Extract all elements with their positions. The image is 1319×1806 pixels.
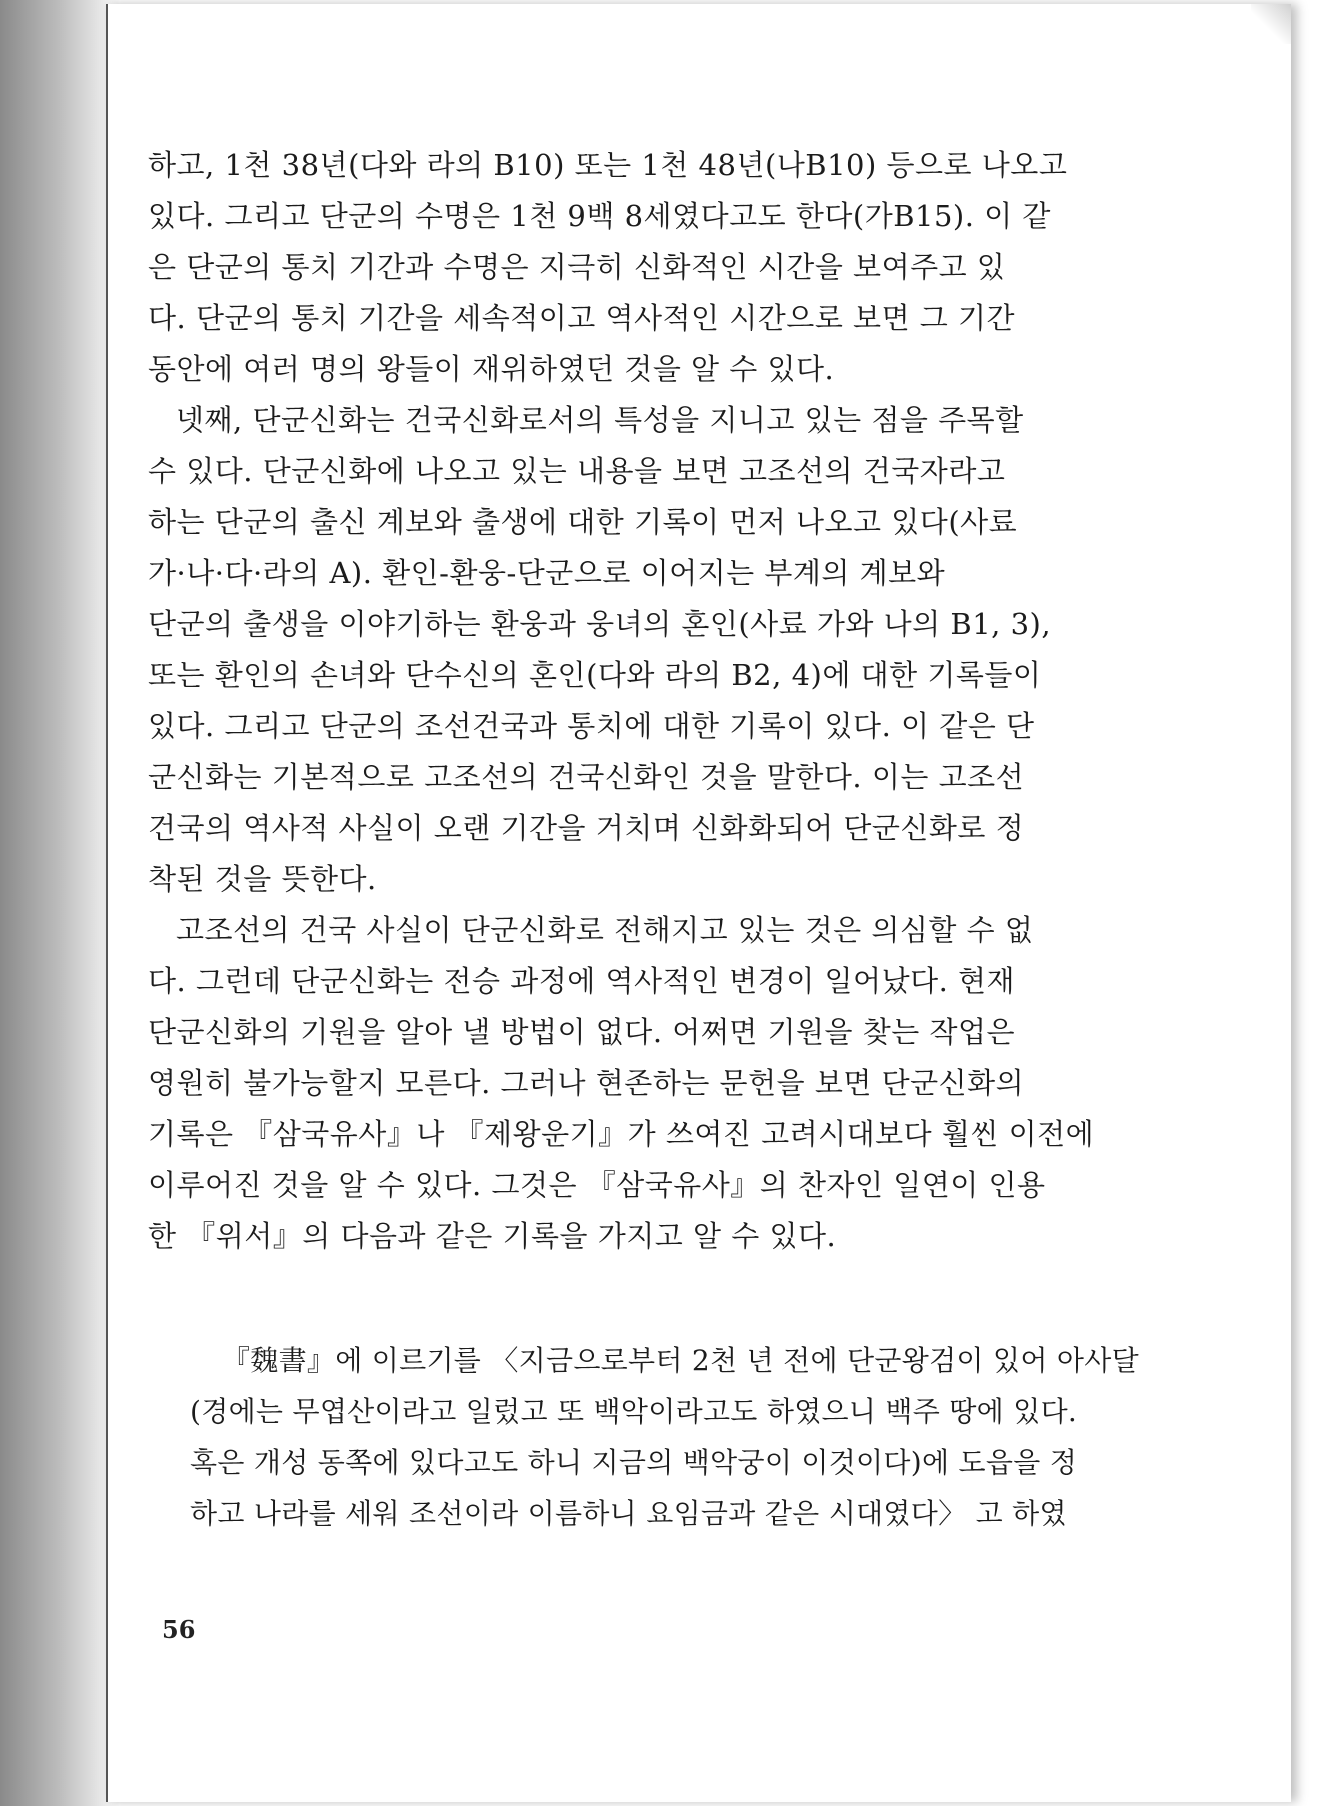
text-line: 또는 환인의 손녀와 단수신의 혼인(다와 라의 B2, 4)에 대한 기록들이 — [148, 658, 1042, 692]
text-line: 한 『위서』의 다음과 같은 기록을 가지고 알 수 있다. — [148, 1219, 837, 1253]
quote-line: 혹은 개성 동쪽에 있다고도 하니 지금의 백악궁이 이것이다)에 도읍을 정 — [190, 1446, 1078, 1479]
page-number: 56 — [162, 1615, 196, 1644]
text-line: 이루어진 것을 알 수 있다. 그것은 『삼국유사』의 찬자인 일연이 인용 — [148, 1168, 1046, 1202]
book-spine-edge — [0, 0, 120, 1806]
text-line: 다. 단군의 통치 기간을 세속적이고 역사적인 시간으로 보면 그 기간 — [148, 301, 1016, 335]
paragraph-2 — [148, 395, 1158, 905]
paragraph-3 — [148, 905, 1158, 1262]
text-line: 동안에 여러 명의 왕들이 재위하였던 것을 알 수 있다. — [148, 352, 835, 386]
text-line: 있다. 그리고 단군의 수명은 1천 9백 8세였다고도 한다(가B15). 이 같 — [148, 199, 1051, 233]
text-line: 영원히 불가능할지 모른다. 그러나 현존하는 문헌을 보면 단군신화의 — [148, 1066, 1025, 1100]
text-line: 넷째, 단군신화는 건국신화로서의 특성을 지니고 있는 점을 주목할 — [176, 403, 1024, 437]
text-line: 착된 것을 뜻한다. — [148, 862, 377, 896]
text-line: 건국의 역사적 사실이 오랜 기간을 거치며 신화화되어 단군신화로 정 — [148, 811, 1025, 845]
text-line: 있다. 그리고 단군의 조선건국과 통치에 대한 기록이 있다. 이 같은 단 — [148, 709, 1035, 743]
paragraph-1 — [148, 140, 1158, 395]
quote-line: 『魏書』에 이르기를 〈지금으로부터 2천 년 전에 단군왕검이 있어 아사달 — [222, 1344, 1139, 1377]
text-line: 기록은 『삼국유사』나 『제왕운기』가 쓰여진 고려시대보다 훨씬 이전에 — [148, 1117, 1095, 1151]
quote-line: (경에는 무엽산이라고 일렀고 또 백악이라고도 하였으니 백주 땅에 있다. — [190, 1395, 1078, 1428]
text-line: 수 있다. 단군신화에 나오고 있는 내용을 보면 고조선의 건국자라고 — [148, 454, 1006, 488]
text-line: 하고, 1천 38년(다와 라의 B10) 또는 1천 48년(나B10) 등으로 나오고 — [148, 148, 1068, 182]
text-line: 고조선의 건국 사실이 단군신화로 전해지고 있는 것은 의심할 수 없 — [176, 913, 1034, 947]
text-line: 군신화는 기본적으로 고조선의 건국신화인 것을 말한다. 이는 고조선 — [148, 760, 1025, 794]
block-quote — [190, 1335, 1160, 1539]
text-line: 다. 그런데 단군신화는 전승 과정에 역사적인 변경이 일어났다. 현재 — [148, 964, 1016, 998]
text-line: 가·나·다·라의 A). 환인-환웅-단군으로 이어지는 부계의 계보와 — [148, 556, 946, 590]
quote-line: 하고 나라를 세워 조선이라 이름하니 요임금과 같은 시대였다〉 고 하였 — [190, 1497, 1067, 1530]
text-line: 은 단군의 통치 기간과 수명은 지극히 신화적인 시간을 보여주고 있 — [148, 250, 1006, 284]
body-text — [148, 140, 1158, 1262]
page-corner-shadow — [1251, 4, 1291, 44]
text-line: 하는 단군의 출신 계보와 출생에 대한 기록이 먼저 나오고 있다(사료 — [148, 505, 1018, 539]
text-line: 단군의 출생을 이야기하는 환웅과 웅녀의 혼인(사료 가와 나의 B1, 3), — [148, 607, 1052, 641]
text-line: 단군신화의 기원을 알아 낼 방법이 없다. 어쩌면 기원을 찾는 작업은 — [148, 1015, 1016, 1049]
